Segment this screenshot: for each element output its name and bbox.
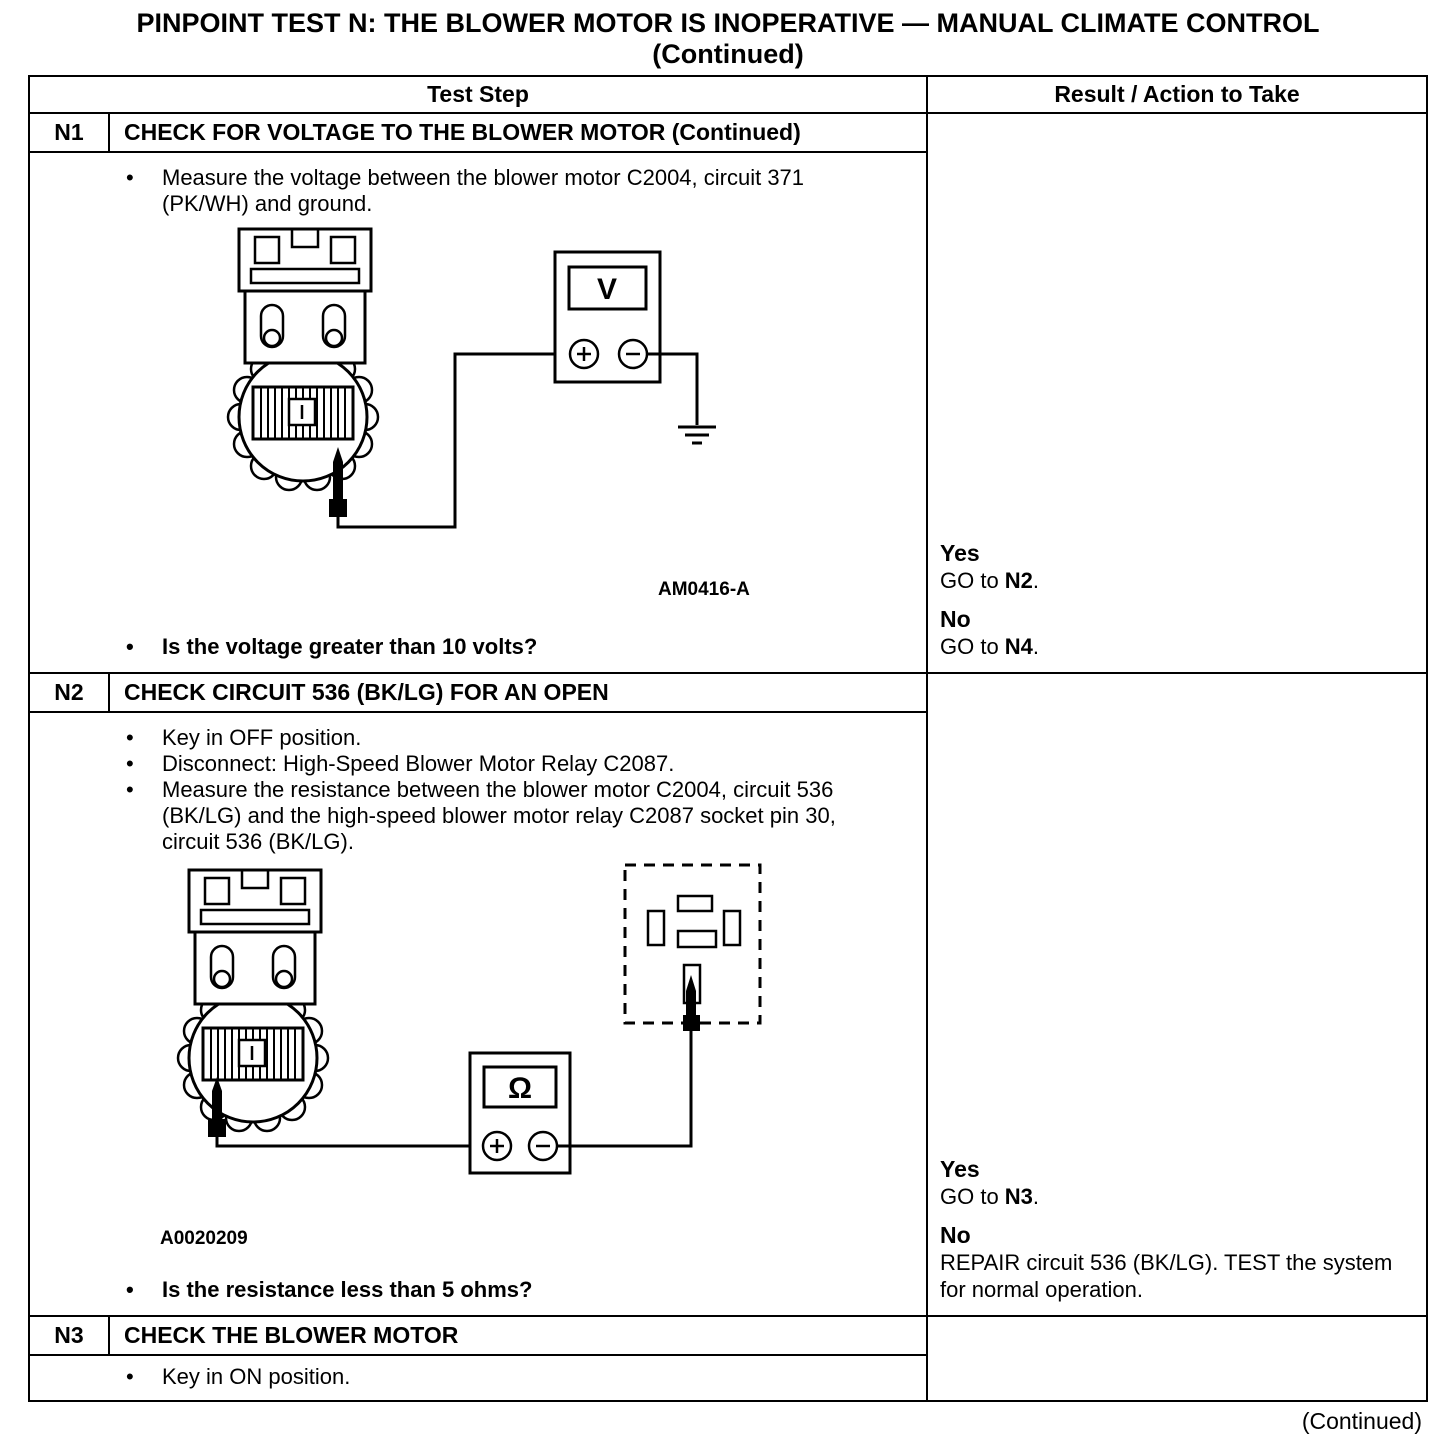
bullet-item: • Disconnect: High-Speed Blower Motor Relay C2087. bbox=[30, 751, 875, 777]
page-subtitle: (Continued) bbox=[652, 39, 804, 69]
figure-resistance-test bbox=[30, 863, 918, 1255]
header-result: Result / Action to Take bbox=[1054, 81, 1300, 107]
step-n3-result bbox=[928, 1317, 1426, 1400]
step-n2-result bbox=[928, 674, 1426, 1315]
blower-motor-connector-icon bbox=[228, 229, 378, 517]
step-n1-content bbox=[30, 153, 926, 672]
positive-lead-wire bbox=[217, 1137, 483, 1146]
voltmeter-icon bbox=[555, 252, 660, 382]
meter-symbol: V bbox=[596, 273, 618, 306]
bullet-item: • Measure the voltage between the blower motor C2004, circuit 371 (PK/WH) and ground. bbox=[30, 165, 875, 217]
step-row-n2 bbox=[30, 674, 1426, 1317]
question-bullet: • Is the resistance less than 5 ohms? bbox=[30, 1277, 875, 1303]
result-no: No REPAIR circuit 536 (BK/LG). TEST the system for normal operation. bbox=[940, 1222, 1416, 1303]
step-number: N3 bbox=[30, 1317, 110, 1354]
result-action: REPAIR circuit 536 (BK/LG). TEST the system for normal operation. bbox=[940, 1250, 1393, 1302]
meter-symbol: Ω bbox=[507, 1072, 533, 1105]
step-n2-test-step bbox=[30, 674, 928, 1315]
step-n2-content bbox=[30, 713, 926, 1315]
page-title: PINPOINT TEST N: THE BLOWER MOTOR IS INOPERATIVE — MANUAL CLIMATE CONTROL bbox=[136, 8, 1320, 38]
figure-label: A0020209 bbox=[160, 1228, 248, 1249]
bullet-item: • Key in ON position. bbox=[30, 1364, 875, 1390]
step-n3-content bbox=[30, 1356, 926, 1400]
step-n3-titlebar bbox=[30, 1317, 926, 1356]
result-yes: Yes GO to N2. bbox=[940, 540, 1416, 594]
bullet-item: • Key in OFF position. bbox=[30, 725, 875, 751]
step-row-n3 bbox=[30, 1317, 1426, 1400]
step-title: CHECK FOR VOLTAGE TO THE BLOWER MOTOR (Continued) bbox=[124, 119, 801, 145]
step-title: CHECK CIRCUIT 536 (BK/LG) FOR AN OPEN bbox=[124, 679, 609, 705]
step-n1-result bbox=[928, 114, 1426, 672]
result-action: GO to N3. bbox=[940, 1184, 1040, 1209]
step-row-n1 bbox=[30, 114, 1426, 674]
result-yes: Yes GO to N3. bbox=[940, 1156, 1416, 1210]
table-header bbox=[30, 77, 1426, 114]
voltage-test-diagram bbox=[210, 227, 726, 567]
ohmmeter-icon bbox=[470, 1053, 570, 1173]
result-no: No GO to N4. bbox=[940, 606, 1416, 660]
bullet-item: • Measure the resistance between the blower motor C2004, circuit 536 (BK/LG) and the high-speed blower motor relay C2087 socket pin 30, circuit 536 (BK/LG). bbox=[30, 777, 875, 855]
step-title: CHECK THE BLOWER MOTOR bbox=[124, 1322, 459, 1348]
resistance-test-diagram bbox=[160, 863, 780, 1183]
ground-icon bbox=[678, 427, 716, 443]
step-n3-test-step bbox=[30, 1317, 928, 1400]
result-action: GO to N2. bbox=[940, 568, 1040, 593]
step-number: N2 bbox=[30, 674, 110, 711]
header-test-step: Test Step bbox=[30, 77, 928, 112]
figure-voltage-test bbox=[30, 227, 918, 612]
pinpoint-test-table bbox=[28, 75, 1428, 1402]
blower-motor-connector-icon bbox=[178, 870, 328, 1137]
step-n1-titlebar bbox=[30, 114, 926, 153]
figure-label: AM0416-A bbox=[658, 579, 750, 600]
step-n1-test-step bbox=[30, 114, 928, 672]
step-number: N1 bbox=[30, 114, 110, 151]
step-n2-titlebar bbox=[30, 674, 926, 713]
result-action: GO to N4. bbox=[940, 634, 1040, 659]
question-bullet: • Is the voltage greater than 10 volts? bbox=[30, 634, 875, 660]
negative-lead-wire bbox=[557, 1029, 691, 1146]
footer-continued: (Continued) bbox=[1301, 1408, 1422, 1434]
